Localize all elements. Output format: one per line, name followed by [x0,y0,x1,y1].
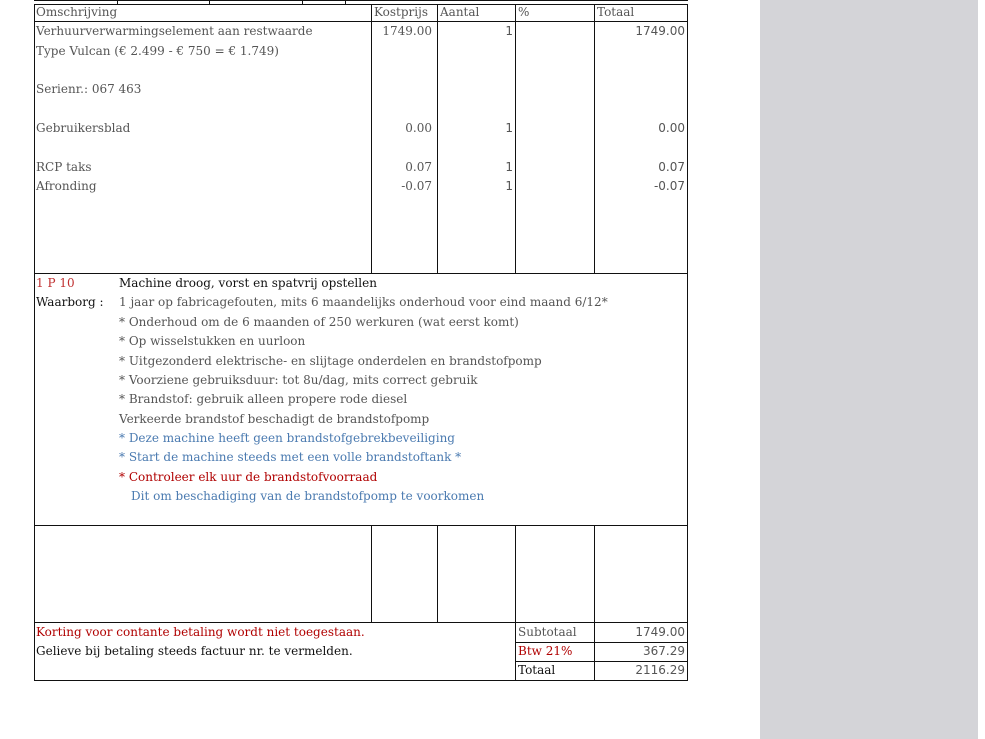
warranty-line: * Uitgezonderd elektrische- en slijtage onderdelen en brandstofpomp [119,354,542,368]
subtotal-label: Subtotaal [518,625,577,639]
line-description: Verhuurverwarmingselement aan restwaarde [36,24,313,38]
line-description: Afronding [36,179,97,193]
warranty-line: 1 jaar op fabricagefouten, mits 6 maandelijks onderhoud voor eind maand 6/12* [119,295,608,309]
warranty-label: Waarborg : [36,295,104,309]
line-total: -0.07 [653,179,685,193]
placement-heading: Machine droog, vorst en spatvrij opstellen [119,276,377,290]
line-cost: 0.00 [405,121,432,135]
line-cost: 1749.00 [382,24,432,38]
line-total: 1749.00 [635,24,685,38]
vat-value: 367.29 [643,644,685,658]
vat-label: Btw 21% [518,644,573,658]
total-label: Totaal [518,663,556,677]
warranty-line: Verkeerde brandstof beschadigt de brandstofpomp [119,412,430,426]
line-description: Type Vulcan (€ 2.499 - € 750 = € 1.749) [36,44,279,58]
discount-note: Korting voor contante betaling wordt niet toegestaan. [36,625,365,639]
fuel-note: * Start de machine steeds met een volle brandstoftank * [119,450,462,464]
line-qty: 1 [505,24,513,38]
article-code: 1 P 10 [36,276,75,290]
line-cost: 0.07 [405,160,432,174]
header-total: Totaal [597,5,635,19]
side-panel [760,0,978,739]
line-qty: 1 [505,160,513,174]
line-description: RCP taks [36,160,92,174]
line-cost: -0.07 [401,179,432,193]
line-total: 0.07 [658,160,685,174]
line-description: Gebruikersblad [36,121,131,135]
header-cost: Kostprijs [374,5,428,19]
fuel-warning: * Controleer elk uur de brandstofvoorraad [119,470,378,484]
header-description: Omschrijving [36,5,118,19]
line-description: Serienr.: 067 463 [36,82,142,96]
line-total: 0.00 [658,121,685,135]
fuel-note: * Deze machine heeft geen brandstofgebrekbeveiliging [119,431,455,445]
warranty-line: * Op wisselstukken en uurloon [119,334,306,348]
header-qty: Aantal [440,5,480,19]
subtotal-value: 1749.00 [635,625,685,639]
fuel-warning-sub: Dit om beschadiging van de brandstofpomp te voorkomen [131,489,485,503]
header-percent: % [518,5,530,19]
line-qty: 1 [505,121,513,135]
warranty-line: * Onderhoud om de 6 maanden of 250 werkuren (wat eerst komt) [119,315,519,329]
warranty-line: * Brandstof: gebruik alleen propere rode diesel [119,392,408,406]
total-value: 2116.29 [635,663,685,677]
payment-note: Gelieve bij betaling steeds factuur nr. te vermelden. [36,644,353,658]
warranty-line: * Voorziene gebruiksduur: tot 8u/dag, mits correct gebruik [119,373,478,387]
line-qty: 1 [505,179,513,193]
